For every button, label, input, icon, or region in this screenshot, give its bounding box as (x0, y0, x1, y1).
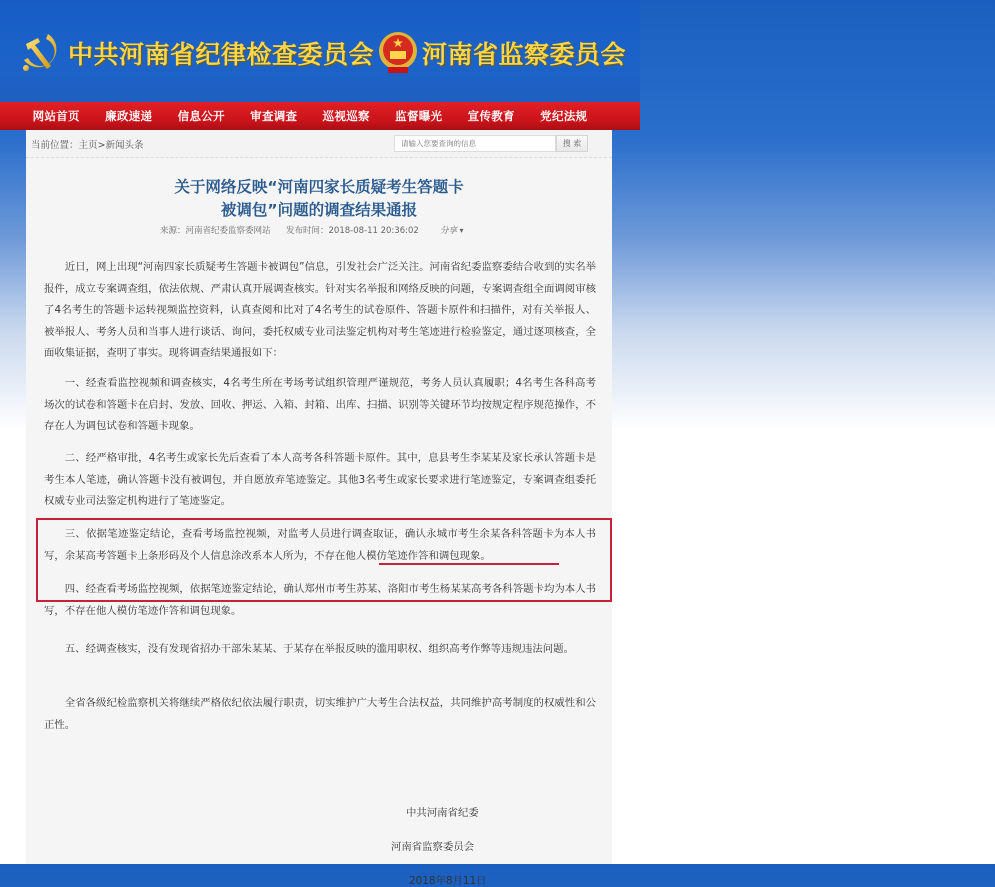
article-container (26, 130, 612, 887)
article-publish-time: 发布时间：2018-08-11 20:36:02 (286, 226, 419, 236)
nav-item-info-disclosure[interactable]: 信息公开 (177, 109, 225, 123)
nav-item-regulations[interactable]: 党纪法规 (540, 109, 588, 123)
breadcrumb[interactable]: 当前位置：主页>新闻头条 (31, 140, 144, 151)
main-nav (0, 102, 640, 130)
article-source: 来源：河南省纪委监察委网站 (160, 226, 271, 236)
paragraph-finding-2: 二、经严格审批，4名考生或家长先后查看了本人高考各科答题卡原件。其中，息县考生李某某及家长承认答题卡是考生本人笔迹，确认答题卡没有被调包，并自愿放弃笔迹鉴定。其他3名考生或家长要求进行笔迹鉴定，专案调查组委托权威专业司法鉴定机构进行了笔迹鉴定。 (44, 452, 596, 507)
nav-item-review-investigation[interactable]: 审查调查 (250, 109, 298, 123)
party-emblem-icon (18, 30, 64, 76)
site-title-supervision: 河南省监察委员会 (422, 40, 627, 69)
paragraph-finding-5: 五、经调查核实，没有发现省招办干部朱某某、于某存在举报反映的滥用职权、组织高考作弊等违规违法问题。 (64, 643, 574, 655)
paragraph-intro: 近日，网上出现“河南四家长质疑考生答题卡被调包”信息，引发社会广泛关注。河南省纪委监察委结合收到的实名举报件，成立专案调查组，依法依规、严肃认真开展调查核实。针对实名举报和网络反映的问题，专案调查组全面调阅审核了4名考生的答题卡运转视频监控资料，认真查阅和比对了4名考生的试卷原件、答题卡原件和扫描件，对有关举报人、被举报人、考务人员和当事人进行谈话、询问，委托权威专业司法鉴定机构对考生笔迹进行检验鉴定，通过逐项核查，全面收集证据，查明了事实。现将调查结果通报如下： (44, 261, 596, 359)
share-dropdown[interactable]: 分享 ▾ (440, 224, 464, 236)
paragraph-closing: 全省各级纪检监察机关将继续严格依纪依法履行职责，切实维护广大考生合法权益，共同维护高考制度的权威性和公正性。 (44, 697, 596, 731)
article-title (26, 176, 612, 222)
national-emblem-icon (378, 29, 418, 77)
breadcrumb-bar (26, 130, 612, 158)
search-input[interactable] (394, 135, 556, 152)
nav-item-integrity-news[interactable]: 廉政速递 (105, 109, 153, 123)
signature-org-cpc: 中共河南省纪委 (406, 807, 479, 819)
article-title-line2: 被调包”问题的调查结果通报 (220, 201, 418, 219)
search-button[interactable]: 搜 索 (556, 135, 588, 152)
site-title-cpc: 中共河南省纪律检查委员会 (68, 40, 375, 69)
signature-date: 2018年8月11日 (409, 875, 487, 887)
nav-item-supervision-exposure[interactable]: 监督曝光 (395, 109, 443, 123)
article-title-line1: 关于网络反映“河南四家长质疑考生答题卡 (174, 178, 464, 196)
site-header-banner (0, 0, 640, 102)
paragraph-finding-1: 一、经查看监控视频和调查核实，4名考生所在考场考试组织管理严谨规范，考务人员认真履职；4名考生各科高考场次的试卷和答题卡在启封、发放、回收、押运、入箱、封箱、出库、扫描、识别等关键环节均按规定程序规范操作，不存在人为调包试卷和答题卡现象。 (44, 377, 596, 432)
nav-item-inspection[interactable]: 巡视巡察 (322, 109, 370, 123)
nav-item-education[interactable]: 宣传教育 (467, 109, 515, 123)
nav-item-home[interactable]: 网站首页 (32, 109, 80, 123)
paragraph-finding-3: 三、依据笔迹鉴定结论，查看考场监控视频，对监考人员进行调查取证，确认永城市考生余某各科答题卡为本人书写，余某高考答题卡上条形码及个人信息涂改系本人所为，不存在他人模仿笔迹作答和调包现象。 (44, 528, 596, 562)
underline-annotation (379, 563, 559, 565)
signature-org-supervision: 河南省监察委员会 (391, 841, 475, 853)
paragraph-finding-4: 四、经查看考场监控视频，依据笔迹鉴定结论，确认郑州市考生苏某、洛阳市考生杨某某高考各科答题卡均为本人书写，不存在他人模仿笔迹作答和调包现象。 (44, 583, 596, 617)
